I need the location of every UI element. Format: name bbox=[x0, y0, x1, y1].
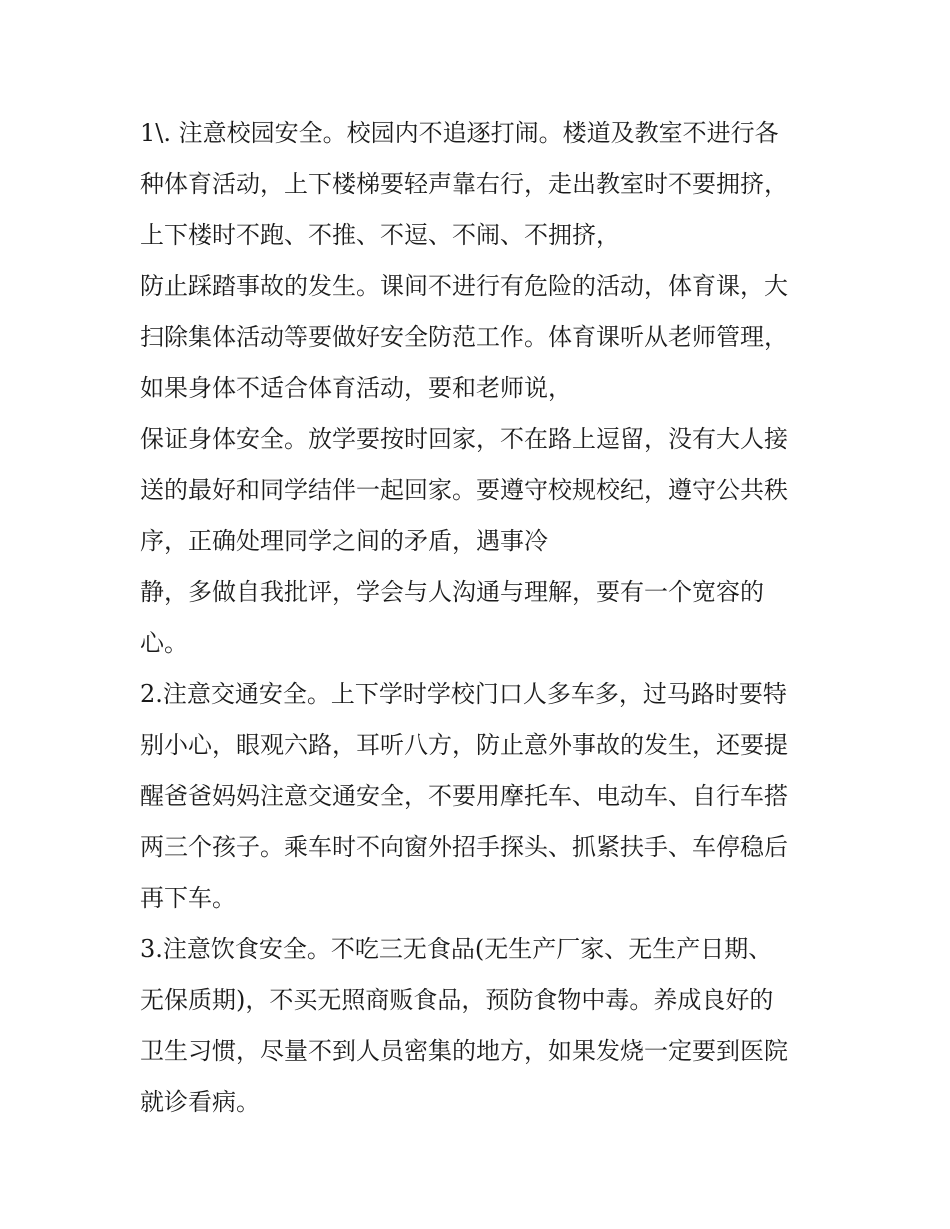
text-line: 2.注意交通安全。上下学时学校门口人多车多，过马路时要特 bbox=[140, 680, 787, 708]
text-line: 两三个孩子。乘车时不向窗外招手探头、抓紧扶手、车停稳后 bbox=[140, 833, 788, 861]
text-line: 送的最好和同学结伴一起回家。要遵守校规校纪，遵守公共秩 bbox=[140, 476, 788, 504]
text-line: 心。 bbox=[140, 629, 188, 657]
text-line: 3.注意饮食安全。不吃三无食品(无生产厂家、无生产日期、 bbox=[140, 935, 773, 963]
text-line: 扫除集体活动等要做好安全防范工作。体育课听从老师管理， bbox=[140, 323, 788, 351]
document-body bbox=[140, 108, 820, 1128]
text-line: 醒爸爸妈妈注意交通安全，不要用摩托车、电动车、自行车搭 bbox=[140, 782, 788, 810]
text-line: 种体育活动，上下楼梯要轻声靠右行，走出教室时不要拥挤， bbox=[140, 170, 788, 198]
text-line: 再下车。 bbox=[140, 884, 236, 912]
text-line: 序，正确处理同学之间的矛盾，遇事冷 bbox=[140, 527, 548, 555]
text-line: 1\. 注意校园安全。校园内不追逐打闹。楼道及教室不进行各 bbox=[140, 119, 779, 147]
text-line: 静，多做自我批评，学会与人沟通与理解，要有一个宽容的 bbox=[140, 578, 764, 606]
text-line: 防止踩踏事故的发生。课间不进行有危险的活动，体育课，大 bbox=[140, 272, 788, 300]
text-line: 上下楼时不跑、不推、不逗、不闹、不拥挤， bbox=[140, 221, 620, 249]
text-line: 别小心，眼观六路，耳听八方，防止意外事故的发生，还要提 bbox=[140, 731, 788, 759]
text-line: 保证身体安全。放学要按时回家，不在路上逗留，没有大人接 bbox=[140, 425, 788, 453]
text-line: 如果身体不适合体育活动，要和老师说， bbox=[140, 374, 572, 402]
text-line: 卫生习惯，尽量不到人员密集的地方，如果发烧一定要到医院 bbox=[140, 1037, 788, 1065]
text-line: 无保质期)，不买无照商贩食品，预防食物中毒。养成良好的 bbox=[140, 986, 774, 1014]
text-line: 就诊看病。 bbox=[140, 1088, 260, 1116]
